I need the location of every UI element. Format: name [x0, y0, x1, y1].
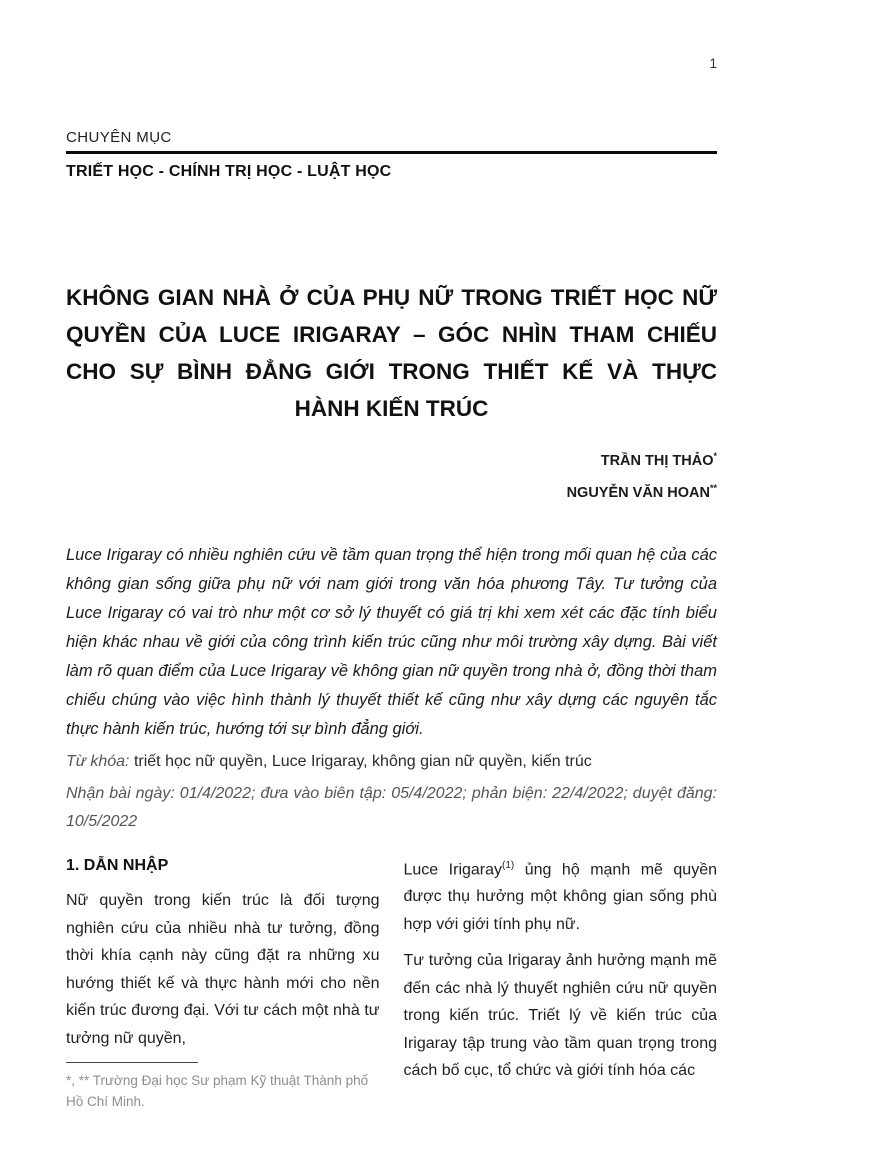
- left-column: [66, 852, 380, 1112]
- author-name: [66, 475, 717, 507]
- footnote-reference: (1): [502, 859, 515, 871]
- paragraph-text: Luce Irigaray: [403, 860, 503, 878]
- footnote-rule: [66, 1062, 198, 1063]
- keywords-label: Từ khóa:: [66, 752, 130, 770]
- section-heading: 1. DẪN NHẬP: [66, 856, 169, 874]
- body-paragraph: Nữ quyền trong kiến trúc là đối tượng nghiên cứu của nhiều nhà tư tưởng, đồng thời khía cạnh này cũng đặt ra những xu hướng thiết kế và thực hành mới cho nền kiến trúc đương đại. Với tư cách một nhà tư tưởng nữ quyền,: [66, 892, 380, 1047]
- section-title: TRIẾT HỌC - CHÍNH TRỊ HỌC - LUẬT HỌC: [66, 163, 392, 180]
- submission-dates: Nhận bài ngày: 01/4/2022; đưa vào biên tập: 05/4/2022; phản biện: 22/4/2022; duyệt đăng: 10/5/2022: [66, 784, 717, 830]
- paragraph-text: ủng hộ mạnh mẽ quyền được thụ hưởng một không gian sống phù hợp với giới tính phụ nữ.: [403, 860, 717, 933]
- body-columns: [66, 852, 717, 1136]
- abstract-text: Luce Irigaray có nhiều nghiên cứu về tầm quan trọng thể hiện trong mối quan hệ của các không gian sống giữa phụ nữ với nam giới trong văn hóa phương Tây. Tư tưởng của Luce Irigaray có vai trò như một cơ sở lý thuyết có giá trị khi xem xét các đặc tính biểu hiện khác nhau về giới của công trình kiến trúc cũng như môi trường xây dựng. Bài viết làm rõ quan điểm của Luce Irigaray về không gian nữ quyền trong nhà ở, đồng thời tham chiếu chúng vào việc hình thành lý thuyết thiết kế cũng như xây dựng các nguyên tắc thực hành kiến trúc, hướng tới sự bình đẳng giới.: [66, 545, 717, 738]
- body-paragraph: [404, 852, 718, 939]
- author-marker: *: [713, 451, 717, 461]
- journal-header: [66, 129, 717, 181]
- section-label: CHUYÊN MỤC: [66, 129, 172, 146]
- body-paragraph: Tư tưởng của Irigaray ảnh hưởng mạnh mẽ đến các nhà lý thuyết nghiên cứu nữ quyền trong kiến trúc. Triết lý về kiến trúc của Irigaray tập trung vào tầm quan trọng trong cách bố cục, tổ chức và giới tính hóa các: [403, 952, 717, 1080]
- author-name-text: TRẦN THỊ THẢO: [600, 452, 714, 469]
- footnote-text: *, ** Trường Đại học Sư phạm Kỹ thuật Thành phố Hồ Chí Minh.: [66, 1072, 369, 1109]
- keywords-line: [66, 753, 717, 771]
- author-name-text: NGUYỄN VĂN HOAN: [566, 484, 710, 501]
- author-marker: **: [709, 482, 717, 493]
- page-number: 1: [709, 56, 717, 71]
- author-list: [66, 443, 717, 507]
- author-name: [66, 443, 717, 475]
- article-title: KHÔNG GIAN NHÀ Ở CỦA PHỤ NỮ TRONG TRIẾT HỌC NỮ QUYỀN CỦA LUCE IRIGARAY – GÓC NHÌN THAM CHIẾU CHO SỰ BÌNH ĐẲNG GIỚI TRONG THIẾT KẾ VÀ THỰC HÀNH KIẾN TRÚC: [66, 285, 717, 421]
- footnote: [66, 1062, 380, 1112]
- keywords-list: triết học nữ quyền, Luce Irigaray, không gian nữ quyền, kiến trúc: [129, 752, 592, 770]
- header-rule: [66, 151, 717, 154]
- right-column: [404, 852, 718, 1136]
